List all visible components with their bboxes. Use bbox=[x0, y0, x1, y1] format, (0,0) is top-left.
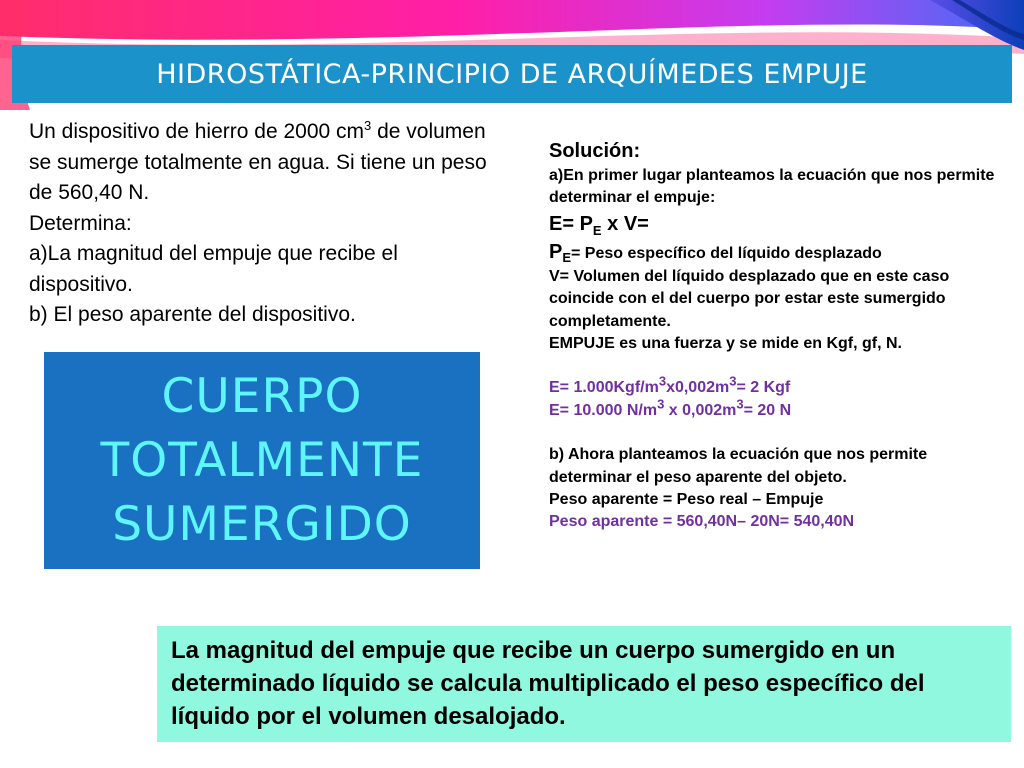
specific-weight-definition: $P_E=$ Peso específico del líquido desplazado bbox=[549, 240, 882, 265]
apparent-weight-result: Peso aparente = 560,40N– 20N= 540,40N bbox=[549, 513, 855, 531]
solution-panel bbox=[549, 137, 999, 534]
title-bar bbox=[12, 45, 1012, 103]
problem-task-label: Determina: bbox=[29, 211, 132, 235]
solution-intro: a)En primer lugar planteamos la ecuación que nos permite determinar el empuje: bbox=[549, 167, 995, 207]
apparent-weight-equation: Peso aparente = Peso real – Empuje bbox=[549, 491, 824, 509]
problem-statement bbox=[29, 117, 499, 331]
callout-text: CUERPO TOTALMENTE SUMERGIDO bbox=[100, 368, 424, 552]
problem-task-b: b) El peso aparente del dispositivo. bbox=[29, 303, 356, 326]
problem-intro: Un dispositivo de hierro de 2000 $cm^3$ de volumen se sumerge totalmente en agua. Si tiene un peso de 560,40 N. bbox=[29, 118, 487, 204]
calculation-newton: E= 10.000 $N/m^3$ x $0,002m^3= 20$ N bbox=[549, 396, 792, 419]
summary-box: La magnitud del empuje que recibe un cuerpo sumergido en un determinado líquido se calcula multiplicado el peso específico del líquido por el volumen desalojado. bbox=[157, 626, 1011, 742]
problem-task-a: a)La magnitud del empuje que recibe el dispositivo. bbox=[29, 242, 398, 296]
part-b-intro: b) Ahora planteamos la ecuación que nos permite determinar el peso aparente del objeto. bbox=[549, 446, 928, 486]
volume-definition: V= Volumen del líquido desplazado que en este caso coincide con el del cuerpo por estar este sumergido completamente. bbox=[549, 267, 950, 330]
slide-title: HIDROSTÁTICA-PRINCIPIO DE ARQUÍMEDES EMPUJE bbox=[156, 58, 868, 90]
buoyancy-formula: $E= P_E$ x V= bbox=[549, 212, 649, 238]
calculation-kgf: $E= 1.000Kgf/m^3x0,002m^3= 2$ Kgf bbox=[549, 374, 791, 397]
solution-heading: Solución: bbox=[549, 140, 641, 162]
units-note: EMPUJE es una fuerza y se mide en Kgf, gf, N. bbox=[549, 335, 902, 353]
callout-box bbox=[44, 352, 480, 569]
